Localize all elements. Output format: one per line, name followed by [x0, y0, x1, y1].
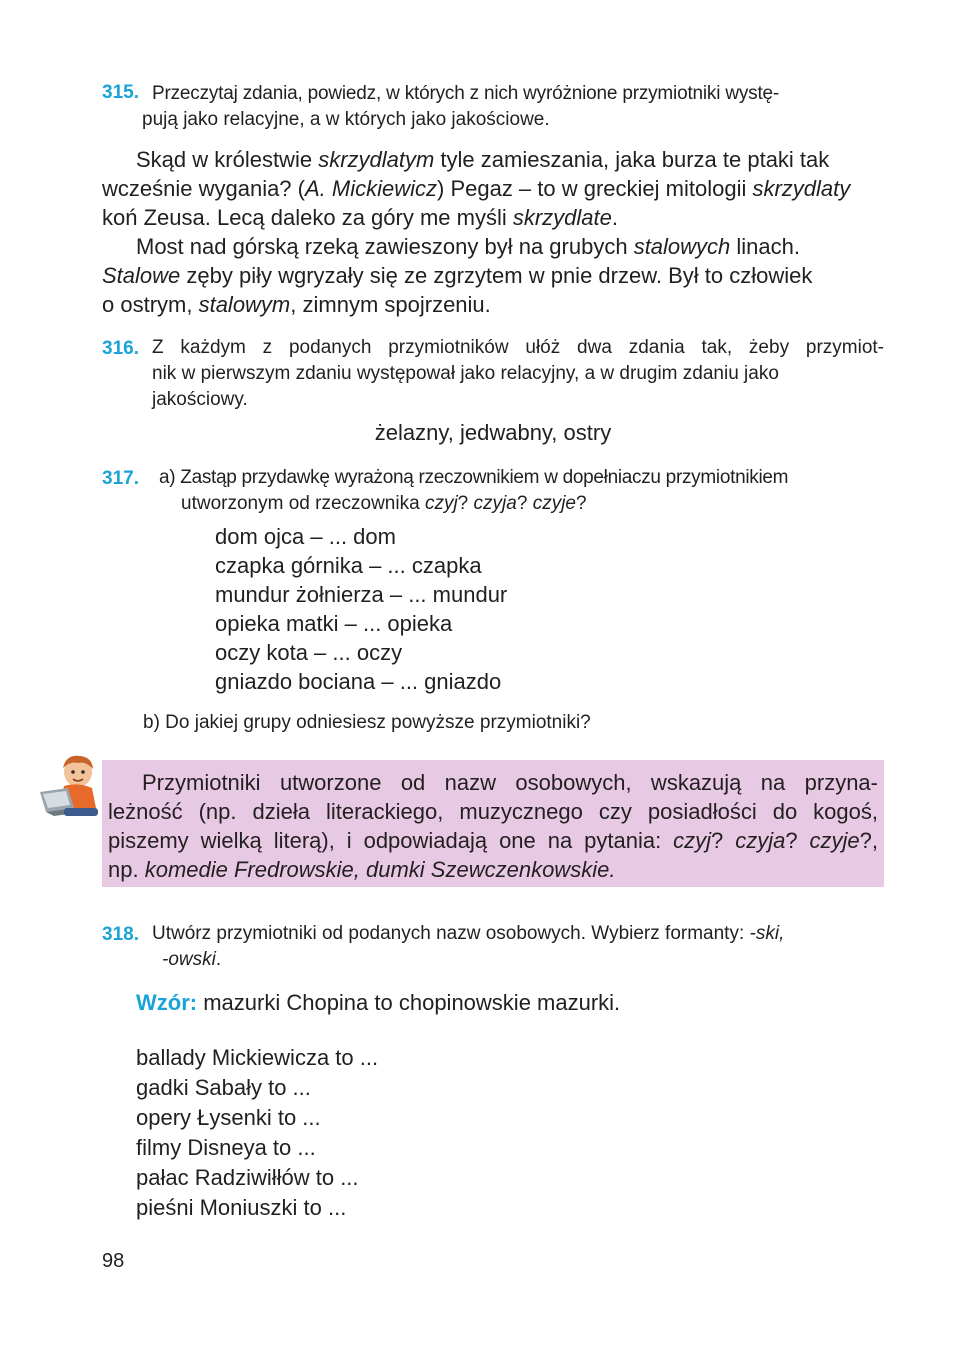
- list-item: mundur żołnierza – ... mundur: [215, 582, 508, 607]
- instruction-line: jakościowy.: [152, 389, 248, 410]
- instruction-line: utworzonym od rzeczownika czyj? czyja? czyje?: [181, 493, 587, 514]
- instruction-line: a) Zastąp przydawkę wyrażoną rzeczownikiem w dopełniaczu przymiotnikiem: [159, 467, 789, 488]
- example-pattern: Wzór: mazurki Chopina to chopinowskie mazurki.: [136, 990, 621, 1015]
- text-line: Stalowe zęby piły wgryzały się ze zgrzytem w pnie drzew. Był to człowiek: [102, 263, 813, 288]
- exercise-315-instruction: [142, 81, 884, 133]
- list-item: opieka matki – ... opieka: [215, 611, 453, 636]
- list-item: ballady Mickiewicza to ...: [136, 1045, 379, 1070]
- info-line: np. komedie Fredrowskie, dumki Szewczenkowskie.: [108, 857, 616, 882]
- instruction-line: pują jako relacyjne, a w których jako jakościowe.: [142, 109, 550, 130]
- exercise-315-number: 315.: [102, 82, 139, 103]
- exercise-317-instruction-a: [159, 465, 889, 517]
- exercise-317-number: 317.: [102, 468, 139, 489]
- list-item: filmy Disneya to ...: [136, 1135, 316, 1160]
- list-item: gniazdo bociana – ... gniazdo: [215, 669, 502, 694]
- list-item: pieśni Moniuszki to ...: [136, 1195, 347, 1220]
- exercise-316-instruction: [152, 335, 884, 413]
- instruction-line: Przeczytaj zdania, powiedz, w których z nich wyróżnione przymiotniki wystę-: [152, 83, 780, 104]
- list-item: dom ojca – ... dom: [215, 524, 396, 549]
- info-box: [102, 760, 884, 887]
- exercise-318-number: 318.: [102, 924, 139, 945]
- text-line: wcześnie wygania? (A. Mickiewicz) Pegaz – to w greckiej mitologii skrzydlaty: [102, 176, 851, 201]
- exercise-316-number: 316.: [102, 338, 139, 359]
- exercise-318-instruction: [152, 921, 884, 973]
- instruction-line: Utwórz przymiotniki od podanych nazw osobowych. Wybierz formanty: -ski,: [152, 923, 785, 944]
- exercise-317-instruction-b: b) Do jakiej grupy odniesiesz powyższe przymiotniki?: [143, 712, 591, 733]
- instruction-line: Z każdym z podanych przymiotników ułóż dwa zdania tak, żeby przymiot-: [152, 337, 884, 358]
- text-line: Most nad górską rzeką zawieszony był na grubych stalowych linach.: [136, 234, 800, 259]
- text-line: koń Zeusa. Lecą daleko za góry me myśli skrzydlate.: [102, 205, 619, 230]
- exercise-318-list: [136, 1043, 378, 1223]
- boy-with-laptop-icon: [34, 752, 104, 818]
- instruction-line: nik w pierwszym zdaniu występował jako relacyjny, a w drugim zdaniu jako: [152, 363, 779, 384]
- text-line: o ostrym, stalowym, zimnym spojrzeniu.: [102, 292, 491, 317]
- info-line: piszemy wielką literą), i odpowiadają one na pytania: czyj? czyja? czyje?,: [108, 828, 878, 853]
- example-label: Wzór:: [136, 990, 198, 1015]
- list-item: opery Łysenki to ...: [136, 1105, 321, 1130]
- page-number: 98: [102, 1250, 125, 1272]
- list-item: oczy kota – ... oczy: [215, 640, 403, 665]
- text-line: Skąd w królestwie skrzydlatym tyle zamieszania, jaka burza te ptaki tak: [136, 147, 830, 172]
- info-line: Przymiotniki utworzone od nazw osobowych, wskazują na przyna-: [142, 770, 878, 795]
- info-line: leżność (np. dzieła literackiego, muzycznego czy posiadłości do kogoś,: [108, 799, 878, 824]
- instruction-line: -owski.: [162, 949, 222, 970]
- adjective-words: żelazny, jedwabny, ostry: [374, 420, 612, 445]
- exercise-317-list: [215, 522, 507, 696]
- list-item: pałac Radziwiłłów to ...: [136, 1165, 359, 1190]
- list-item: czapka górnika – ... czapka: [215, 553, 482, 578]
- list-item: gadki Sabały to ...: [136, 1075, 311, 1100]
- exercise-315-text: [102, 145, 884, 319]
